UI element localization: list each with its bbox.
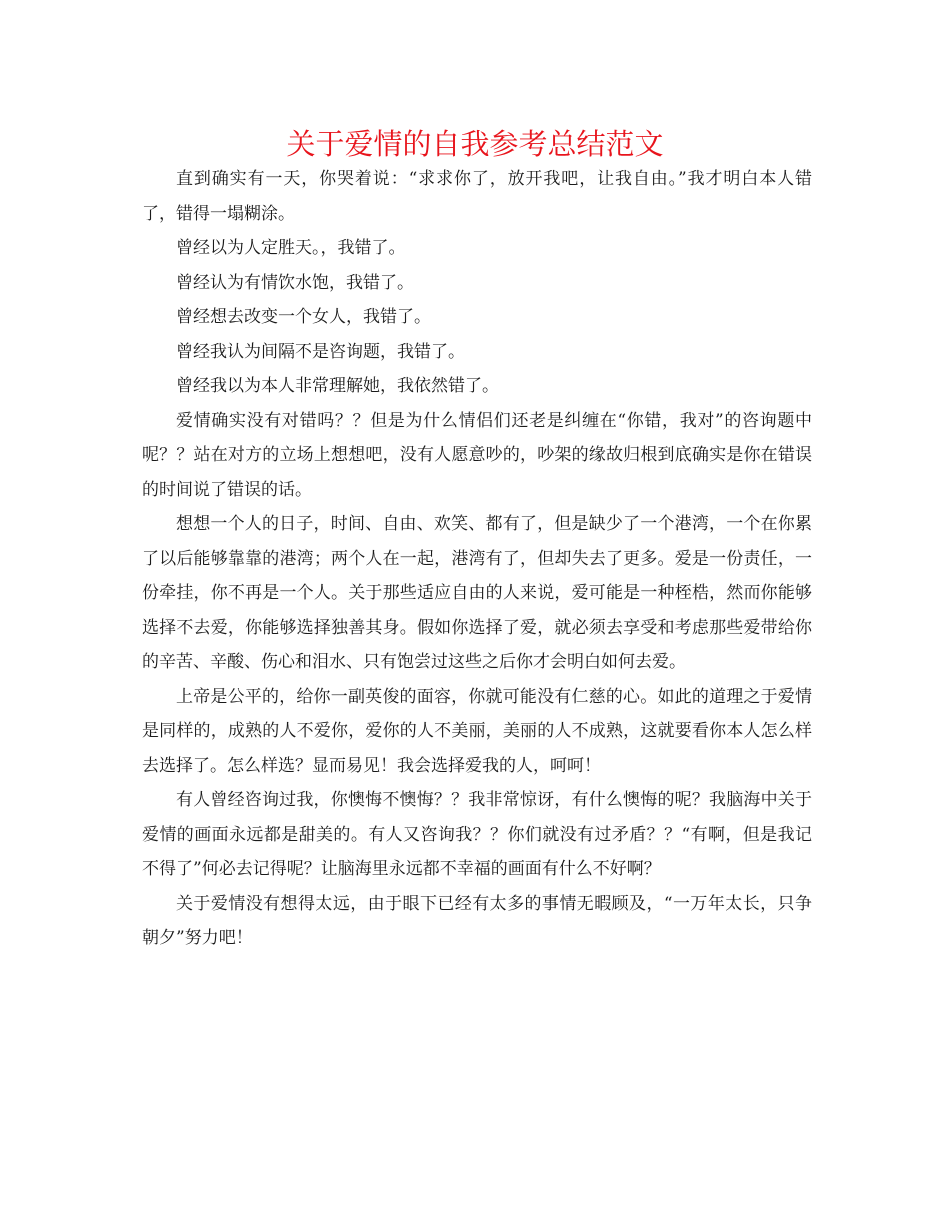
paragraph: 曾经想去改变一个女人，我错了。 (176, 307, 431, 327)
paragraph: 曾经我认为间隔不是咨询题，我错了。 (176, 341, 465, 362)
paragraph: 关于爱情没有想得太远，由于眼下已经有太多的事情无暇顾及，“一万年太长，只争朝夕”努力吧！ (142, 893, 812, 948)
paragraph: 曾经以为人定胜天。，我错了。 (176, 238, 406, 258)
document-body (142, 162, 812, 956)
paragraph: 爱情确实没有对错吗？？但是为什么情侣们还老是纠缠在“你错，我对”的咨询题中呢？？站在对方的立场上想想吧，没有人愿意吵的，吵架的缘故归根到底确实是你在错误的时间说了错误的话。 (142, 410, 812, 500)
paragraph: 上帝是公平的，给你一副英俊的面容，你就可能没有仁慈的心。如此的道理之于爱情是同样的，成熟的人不爱你，爱你的人不美丽，美丽的人不成熟，这就要看你本人怎么样去选择了。怎么样选？显而易见！我会选择爱我的人，呵呵！ (142, 686, 812, 776)
paragraph: 有人曾经咨询过我，你懊悔不懊悔？？我非常惊讶，有什么懊悔的呢？我脑海中关于爱情的画面永远都是甜美的。有人又咨询我？？你们就没有过矛盾？？“有啊，但是我记不得了”何必去记得呢？让脑海里永远都不幸福的画面有什么不好啊？ (142, 790, 812, 879)
paragraph: 曾经认为有情饮水饱，我错了。 (176, 272, 414, 293)
paragraph: 直到确实有一天，你哭着说：“求求你了，放开我吧，让我自由。”我才明白本人错了，错得一塌糊涂。 (142, 169, 812, 224)
paragraph: 想想一个人的日子，时间、自由、欢笑、都有了，但是缺少了一个港湾，一个在你累了以后能够靠靠的港湾；两个人在一起，港湾有了，但却失去了更多。爱是一份责任，一份牵挂，你不再是一个人。关于那些适应自由的人来说，爱可能是一种桎梏，然而你能够选择不去爱，你能够选择独善其身。假如你选择了爱，就必须去享受和考虑那些爱带给你的辛苦、辛酸、伤心和泪水、只有饱尝过这些之后你才会明白如何去爱。 (142, 514, 812, 672)
paragraph: 曾经我以为本人非常理解她，我依然错了。 (176, 376, 499, 396)
document-title: 关于爱情的自我参考总结范文 (286, 127, 664, 161)
